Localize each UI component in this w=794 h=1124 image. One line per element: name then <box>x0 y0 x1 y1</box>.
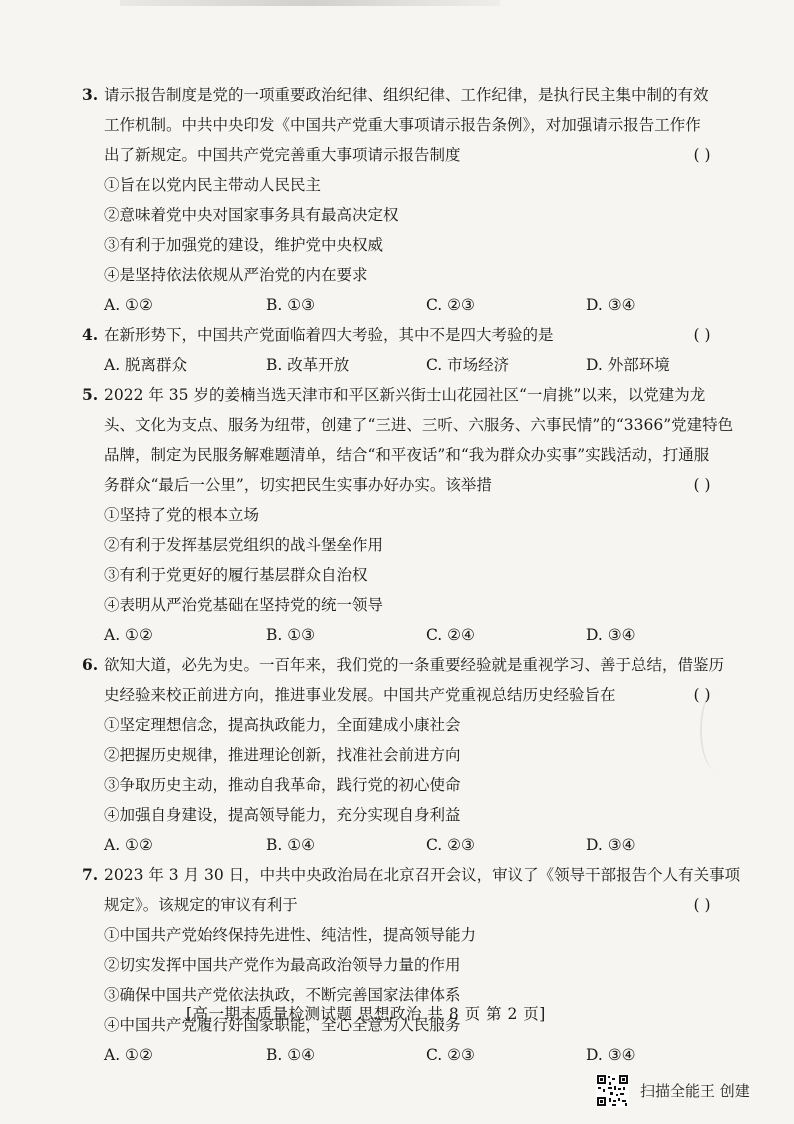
qr-code-icon <box>596 1074 629 1107</box>
option-d: D. ③④ <box>586 296 636 314</box>
option-c: C. 市场经济 <box>426 356 510 374</box>
option-b: B. ①③ <box>266 626 316 644</box>
page-footer: [高一期末质量检测试题 思想政治 共 8 页 第 2 页] <box>186 1005 546 1023</box>
option-c: C. ②③ <box>426 296 475 314</box>
answer-options <box>82 350 722 380</box>
statement-item: ④中国共产党履行好国家职能，全心全意为人民服务 <box>104 1016 461 1034</box>
statement-item: ③争取历史主动，推动自我革命，践行党的初心使命 <box>104 776 461 794</box>
answer-parenthesis: ( ) <box>693 476 711 494</box>
option-a: A. ①② <box>104 296 153 314</box>
option-d: D. ③④ <box>586 626 636 644</box>
statement-item: ④是坚持依法依规从严治党的内在要求 <box>104 266 368 284</box>
question-5 <box>82 380 734 650</box>
question-stem-line: 请示报告制度是党的一项重要政治纪律、组织纪律、工作纪律，是执行民主集中制的有效 <box>104 86 709 104</box>
statement-item: ②把握历史规律，推进理论创新，找准社会前进方向 <box>104 746 461 764</box>
question-stem-line: 出了新规定。中国共产党完善重大事项请示报告制度 <box>104 146 461 164</box>
answer-parenthesis: ( ) <box>693 686 711 704</box>
option-a: A. ①② <box>104 836 153 854</box>
option-a: A. ①② <box>104 626 153 644</box>
question-stem-line: 头、文化为支点、服务为纽带，创建了“三进、三听、六服务、六事民情”的“3366”党建特色 <box>104 416 734 434</box>
statement-item: ③有利于党更好的履行基层群众自治权 <box>104 566 368 584</box>
statement-item: ①中国共产党始终保持先进性、纯洁性，提高领导能力 <box>104 926 477 944</box>
question-stem-line: 史经验来校正前进方向，推进事业发展。中国共产党重视总结历史经验旨在 <box>104 686 616 704</box>
question-list <box>82 80 741 1070</box>
option-b: B. ①④ <box>266 1046 316 1064</box>
statement-item: ①坚定理想信念，提高执政能力，全面建成小康社会 <box>104 716 461 734</box>
answer-options <box>82 830 722 860</box>
scan-edge <box>120 0 500 6</box>
statement-item: ③有利于加强党的建设，维护党中央权威 <box>104 236 384 254</box>
question-stem-line: 在新形势下，中国共产党面临着四大考验，其中不是四大考验的是 <box>104 326 554 344</box>
statement-item: ②有利于发挥基层党组织的战斗堡垒作用 <box>104 536 384 554</box>
option-a: A. ①② <box>104 1046 153 1064</box>
option-b: B. ①③ <box>266 296 316 314</box>
statement-item: ③确保中国共产党依法执政，不断完善国家法律体系 <box>104 986 461 1004</box>
option-b: B. 改革开放 <box>266 356 350 374</box>
option-d: D. ③④ <box>586 836 636 854</box>
option-d: D. 外部环境 <box>586 356 670 374</box>
question-number: 4. <box>82 325 99 344</box>
scanner-watermark: 扫描全能王 创建 <box>640 1082 750 1100</box>
option-a: A. 脱离群众 <box>104 356 188 374</box>
statement-item: ④加强自身建设，提高领导能力，充分实现自身利益 <box>104 806 461 824</box>
question-number: 6. <box>82 655 99 674</box>
answer-options <box>82 1040 722 1070</box>
statement-item: ①旨在以党内民主带动人民民主 <box>104 176 322 194</box>
question-stem-line: 品牌，制定为民服务解难题清单，结合“和平夜话”和“我为群众办实事”实践活动，打通服 <box>104 446 710 464</box>
question-stem-line: 务群众“最后一公里”，切实把民生实事办好办实。该举措 <box>104 476 492 494</box>
question-stem-line: 规定》。该规定的审议有利于 <box>104 896 298 914</box>
question-number: 5. <box>82 385 99 404</box>
answer-options <box>82 620 722 650</box>
statement-item: ②意味着党中央对国家事务具有最高决定权 <box>104 206 399 224</box>
question-7 <box>82 860 741 1070</box>
answer-parenthesis: ( ) <box>693 896 711 914</box>
answer-parenthesis: ( ) <box>693 146 711 164</box>
question-4 <box>82 320 722 380</box>
question-stem-line: 欲知大道，必先为史。一百年来，我们党的一条重要经验就是重视学习、善于总结，借鉴历 <box>104 656 725 674</box>
option-d: D. ③④ <box>586 1046 636 1064</box>
question-stem-line: 工作机制。中共中央印发《中国共产党重大事项请示报告条例》，对加强请示报告工作作 <box>104 116 701 134</box>
answer-parenthesis: ( ) <box>693 326 711 344</box>
option-c: C. ②③ <box>426 836 475 854</box>
question-stem-line: 2022 年 35 岁的姜楠当选天津市和平区新兴街士山花园社区“一肩挑”以来，以党建为龙 <box>104 386 706 404</box>
statement-item: ④表明从严治党基础在坚持党的统一领导 <box>104 596 384 614</box>
option-b: B. ①④ <box>266 836 316 854</box>
answer-options <box>82 290 722 320</box>
statement-item: ①坚持了党的根本立场 <box>104 506 260 524</box>
question-stem-line: 2023 年 3 月 30 日，中共中央政治局在北京召开会议，审议了《领导干部报告个人有关事项 <box>104 866 741 884</box>
question-number: 3. <box>82 85 99 104</box>
question-3 <box>82 80 722 320</box>
statement-item: ②切实发挥中国共产党作为最高政治领导力量的作用 <box>104 956 461 974</box>
option-c: C. ②④ <box>426 626 475 644</box>
option-c: C. ②③ <box>426 1046 475 1064</box>
question-6 <box>82 650 725 860</box>
question-number: 7. <box>82 865 99 884</box>
